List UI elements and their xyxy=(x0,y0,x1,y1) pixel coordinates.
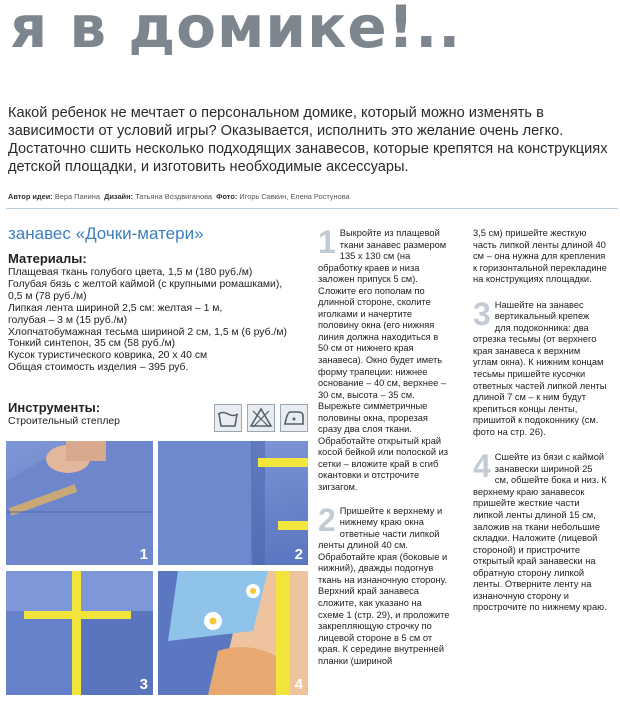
step-number: 2 xyxy=(318,501,336,538)
step-1 xyxy=(318,224,450,494)
materials-item: 0,5 м (78 руб./м) xyxy=(8,290,87,302)
credit-photo-label: Фото: xyxy=(216,192,238,201)
materials-item: Тонкий синтепон, 35 см (58 руб./м) xyxy=(8,338,176,350)
step-text: Выкройте из плащевой ткани занавес размером 135 х 130 см (на обработку краев и низа заложен припуск 5 см). Сложите его пополам по длинной стороне, сколите иголками и начертите половину окна (его нижняя линия должна находиться в 50 см от нижнего края занавеса). Окно будет иметь форму трапеции: нижнее основание – 40 см, верхнее – 30 см, высота – 35 см. Вырежьте симметричные половины окна, прорезая сразу два слоя ткани. Обработайте открытый край косой бейкой или полоской из сетки – вложите край в сгиб окантовки и отстрочите зигзагом. xyxy=(318,228,449,493)
credit-photo-value: Игорь Савкин, Елена Ростунова xyxy=(239,192,350,201)
step-number: 3 xyxy=(473,295,491,332)
materials-item: Плащевая ткань голубого цвета, 1,5 м (180 руб./м) xyxy=(8,267,253,278)
step-text: Нашейте на занавес вертикальный крепеж для подоконника: два отрезка тесьмы (от верхнего края занавеса к верхним углам окна). К нижним концам тесьмы пришейте кусочки ответных частей липкой ленты длиной 7 см – к ним будут крепиться концы ленты, пришитой к подоконнику (см. фото на стр. 26). xyxy=(473,299,607,437)
step-4 xyxy=(473,448,607,614)
photo-number: 4 xyxy=(294,676,303,693)
photo-number: 2 xyxy=(294,546,303,563)
step-2-continued: 3,5 см) пришейте жесткую часть липкой ленты длиной 40 см – она нужна для крепления к горизонтальной перекладине на конструкциях площадки. xyxy=(473,228,607,285)
step-number: 1 xyxy=(318,224,336,260)
step-2 xyxy=(318,501,450,668)
steps-column-2 xyxy=(473,228,607,614)
step-text: Сшейте из бязи с каймой занавески шириной 25 см, обшейте бока и низ. К верхнему краю занавесок пришейте жесткие части липкой ленты длиной 15 см, заложив на ткани небольшие складки. Наложите (лицевой стороной) и пристрочите открытый край занавески на обратную сторону липкой ленты. Отверните ленту на изнаночную сторону и прострочите по нижнему краю. xyxy=(473,452,607,613)
materials-list xyxy=(8,267,308,374)
iron-icon xyxy=(280,404,308,432)
tools-item: Строительный степлер xyxy=(8,416,120,427)
photo-step-4 xyxy=(158,571,308,695)
tools-heading: Инструменты: xyxy=(8,400,101,415)
photo-number: 1 xyxy=(139,546,148,563)
materials-heading: Материалы: xyxy=(8,251,87,266)
photo-step-1 xyxy=(6,441,153,565)
section-title: занавес «Дочки-матери» xyxy=(8,224,204,243)
no-bleach-icon xyxy=(247,404,275,432)
photo-step-2 xyxy=(158,441,308,565)
page-title: я в домике!.. xyxy=(10,0,462,61)
wash-30-icon xyxy=(214,404,242,432)
step-3 xyxy=(473,295,607,439)
materials-item: Общая стоимость изделия – 395 руб. xyxy=(8,362,189,374)
materials-item: Кусок туристического коврика, 20 х 40 см xyxy=(8,350,208,362)
step-text: Пришейте к верхнему и нижнему краю окна ответные части липкой ленты длиной 40 см. Обработайте края (боковые и нижний), дважды подогнув ткань на изнаночную сторону. Верхний край занавеса сложите, как указано на схеме 1 (стр. 29), и проложите закрепляющую строчку по лицевой стороне в 5 см от края. К середине внутренней планки (шириной xyxy=(318,505,450,666)
materials-item: Липкая лента шириной 2,5 см: желтая – 1 м, xyxy=(8,302,223,314)
credit-design-label: Дизайн: xyxy=(104,192,134,201)
materials-item: Голубая бязь с желтой каймой (с крупными ромашками), xyxy=(8,278,283,290)
divider xyxy=(6,208,618,209)
credits-line xyxy=(8,192,350,201)
photo-step-3 xyxy=(6,571,153,695)
photo-number: 3 xyxy=(139,676,148,693)
materials-item: голубая – 3 м (15 руб./м) xyxy=(8,314,128,326)
steps-column-1 xyxy=(318,224,450,667)
credit-idea-label: Автор идеи: xyxy=(8,192,53,201)
materials-item: Хлопчатобумажная тесьма шириной 2 см, 1,5 м (6 руб./м) xyxy=(8,326,287,338)
credit-design-value: Татьяна Воздвиганова xyxy=(135,192,213,201)
step-number: 4 xyxy=(473,448,491,485)
intro-paragraph: Какой ребенок не мечтает о персональном домике, который можно изменять в зависимости от условий игры? Оказывается, исполнить это желание очень легко. Достаточно сшить несколько подходящих занавесов, которые крепятся на конструкциях детской площадки, и изготовить необходимые аксессуары. xyxy=(8,105,608,175)
credit-idea-value: Вера Панина xyxy=(54,192,100,201)
